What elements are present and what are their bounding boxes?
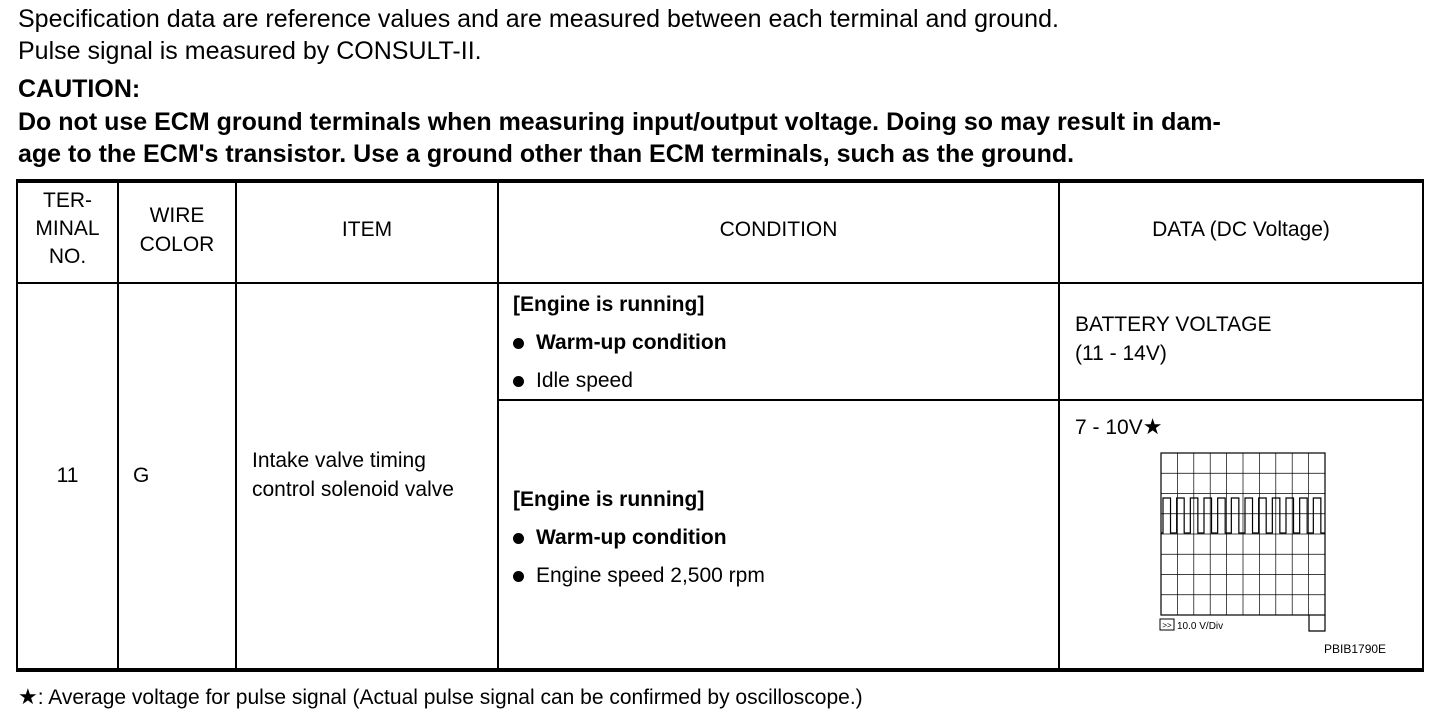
header-wire-line-2: COLOR (139, 233, 215, 256)
item-line-2: control solenoid valve (252, 478, 454, 501)
footnote (18, 683, 863, 712)
star-icon: ★ (18, 684, 38, 709)
header-terminal-line-2: MINAL (35, 217, 100, 240)
bullet-text: Engine speed 2,500 rpm (536, 564, 765, 587)
data-idle-line-2: (11 - 14V) (1075, 342, 1167, 365)
footnote-text: : Average voltage for pulse signal (Actual pulse signal can be confirmed by oscilloscope.) (37, 686, 863, 709)
data-idle (1075, 310, 1271, 368)
caution-heading: CAUTION: (18, 75, 141, 103)
header-condition: CONDITION (719, 218, 838, 241)
figure-code: PBIB1790E (1324, 642, 1387, 656)
bullet-text: Idle speed (536, 369, 633, 392)
header-terminal-line-1: TER- (43, 189, 92, 212)
terminal-number: 11 (56, 464, 79, 487)
condition-2500rpm-bullet-1 (513, 519, 765, 557)
bullet-text: Warm-up condition (536, 526, 727, 549)
condition-idle-bullet-1 (513, 324, 727, 362)
condition-2500rpm-heading: [Engine is running] (513, 488, 705, 511)
data-2500rpm-text: 7 - 10V (1075, 416, 1143, 439)
bullet-dot-icon (513, 533, 524, 544)
data-2500rpm-value (1075, 412, 1162, 442)
spec-note-line-1: Specification data are reference values and are measured between each terminal and ground. (18, 5, 1059, 33)
condition-idle-heading: [Engine is running] (513, 293, 705, 316)
scope-scale-label: 10.0 V/Div (1177, 621, 1224, 632)
column-divider-4 (1058, 181, 1060, 670)
wire-color: G (133, 464, 150, 487)
spec-note-line-2: Pulse signal is measured by CONSULT-II. (18, 37, 482, 65)
condition-2500rpm-bullet-2 (513, 557, 765, 595)
header-data: DATA (DC Voltage) (1152, 218, 1330, 241)
condition-idle-bullet-2 (513, 362, 727, 400)
bullet-dot-icon (513, 376, 524, 387)
scope-notch (1309, 615, 1325, 631)
header-item: ITEM (341, 218, 393, 241)
table-right-border (1422, 181, 1424, 670)
header-wire-line-1: WIRE (149, 204, 205, 227)
item-description (252, 446, 454, 504)
scope-marker: >> (1162, 621, 1172, 630)
condition-2500rpm (513, 481, 765, 595)
condition-idle (513, 286, 727, 400)
caution-line-1: Do not use ECM ground terminals when measuring input/output voltage. Doing so may result in dam- (18, 108, 1221, 136)
table-top-rule (16, 179, 1424, 183)
item-line-1: Intake valve timing (252, 449, 426, 472)
bullet-text: Warm-up condition (536, 331, 727, 354)
column-divider-2 (235, 181, 237, 670)
header-terminal-line-3: NO. (48, 245, 87, 268)
star-icon: ★ (1142, 414, 1163, 439)
caution-line-2: age to the ECM's transistor. Use a ground other than ECM terminals, such as the ground. (18, 140, 1075, 168)
bullet-dot-icon (513, 338, 524, 349)
column-divider-3 (497, 181, 499, 670)
table-header-rule (16, 282, 1424, 284)
bullet-dot-icon (513, 571, 524, 582)
table-bottom-rule (16, 668, 1424, 672)
header-terminal-no (18, 187, 117, 271)
scope-grid (1161, 453, 1325, 631)
data-idle-line-1: BATTERY VOLTAGE (1075, 313, 1272, 336)
header-wire-color (119, 201, 235, 259)
oscilloscope-waveform (1158, 451, 1328, 635)
